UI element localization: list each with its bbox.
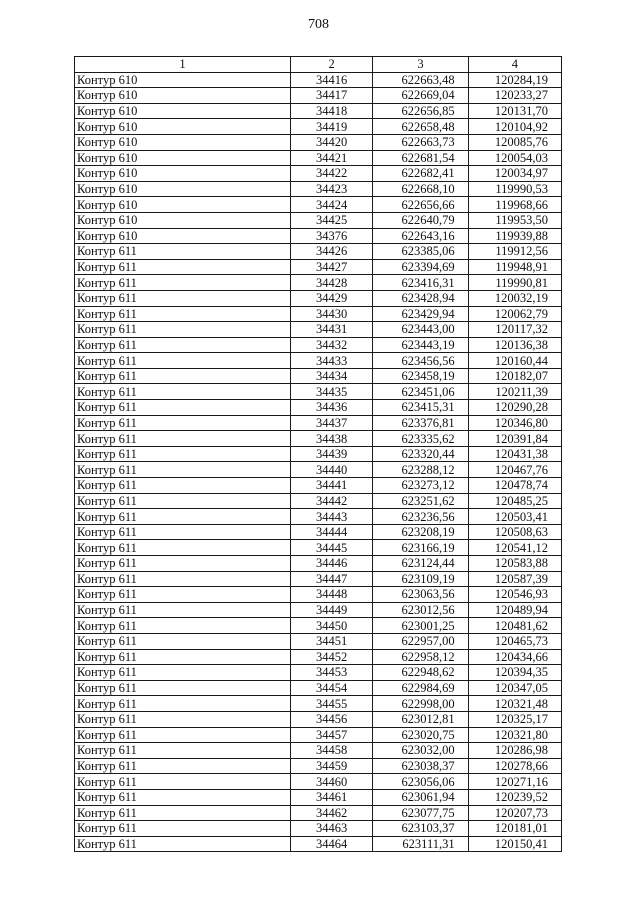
table-row [75, 836, 562, 852]
table-row [75, 244, 562, 260]
point-number-cell: 34453 [291, 665, 373, 681]
x-coordinate-cell: 623429,94 [373, 306, 468, 322]
table-row [75, 649, 562, 665]
point-number-cell: 34451 [291, 633, 373, 649]
y-coordinate-cell: 120239,52 [468, 789, 561, 805]
contour-name-cell: Контур 610 [75, 88, 291, 104]
table-row [75, 618, 562, 634]
point-number-cell: 34376 [291, 228, 373, 244]
x-coordinate-cell: 623038,37 [373, 758, 468, 774]
y-coordinate-cell: 120478,74 [468, 478, 561, 494]
table-row [75, 166, 562, 182]
contour-name-cell: Контур 611 [75, 368, 291, 384]
table-row [75, 275, 562, 291]
x-coordinate-cell: 623012,81 [373, 711, 468, 727]
contour-name-cell: Контур 611 [75, 493, 291, 509]
contour-name-cell: Контур 611 [75, 743, 291, 759]
contour-name-cell: Контур 611 [75, 618, 291, 634]
y-coordinate-cell: 120394,35 [468, 665, 561, 681]
point-number-cell: 34428 [291, 275, 373, 291]
y-coordinate-cell: 119968,66 [468, 197, 561, 213]
contour-name-cell: Контур 611 [75, 462, 291, 478]
x-coordinate-cell: 623001,25 [373, 618, 468, 634]
column-header-1: 1 [75, 57, 291, 73]
point-number-cell: 34431 [291, 322, 373, 338]
table-row [75, 805, 562, 821]
contour-name-cell: Контур 611 [75, 571, 291, 587]
contour-name-cell: Контур 611 [75, 400, 291, 416]
point-number-cell: 34456 [291, 711, 373, 727]
x-coordinate-cell: 623376,81 [373, 415, 468, 431]
point-number-cell: 34420 [291, 134, 373, 150]
contour-name-cell: Контур 611 [75, 602, 291, 618]
point-number-cell: 34452 [291, 649, 373, 665]
y-coordinate-cell: 120062,79 [468, 306, 561, 322]
point-number-cell: 34440 [291, 462, 373, 478]
x-coordinate-cell: 622681,54 [373, 150, 468, 166]
column-header-2: 2 [291, 57, 373, 73]
point-number-cell: 34435 [291, 384, 373, 400]
point-number-cell: 34426 [291, 244, 373, 260]
table-row [75, 72, 562, 88]
point-number-cell: 34448 [291, 587, 373, 603]
y-coordinate-cell: 120182,07 [468, 368, 561, 384]
contour-name-cell: Контур 610 [75, 103, 291, 119]
contour-name-cell: Контур 611 [75, 353, 291, 369]
point-number-cell: 34424 [291, 197, 373, 213]
point-number-cell: 34463 [291, 821, 373, 837]
x-coordinate-cell: 623451,06 [373, 384, 468, 400]
table-row [75, 462, 562, 478]
table-row [75, 228, 562, 244]
table-row [75, 446, 562, 462]
table-row [75, 789, 562, 805]
x-coordinate-cell: 623335,62 [373, 431, 468, 447]
y-coordinate-cell: 120489,94 [468, 602, 561, 618]
y-coordinate-cell: 120034,97 [468, 166, 561, 182]
table-row [75, 259, 562, 275]
x-coordinate-cell: 623385,06 [373, 244, 468, 260]
table-row [75, 509, 562, 525]
point-number-cell: 34427 [291, 259, 373, 275]
y-coordinate-cell: 120431,38 [468, 446, 561, 462]
y-coordinate-cell: 120583,88 [468, 556, 561, 572]
contour-name-cell: Контур 610 [75, 150, 291, 166]
contour-name-cell: Контур 611 [75, 384, 291, 400]
contour-name-cell: Контур 611 [75, 275, 291, 291]
y-coordinate-cell: 120271,16 [468, 774, 561, 790]
point-number-cell: 34449 [291, 602, 373, 618]
x-coordinate-cell: 623166,19 [373, 540, 468, 556]
x-coordinate-cell: 623273,12 [373, 478, 468, 494]
x-coordinate-cell: 622948,62 [373, 665, 468, 681]
point-number-cell: 34462 [291, 805, 373, 821]
contour-name-cell: Контур 611 [75, 306, 291, 322]
contour-name-cell: Контур 611 [75, 805, 291, 821]
point-number-cell: 34434 [291, 368, 373, 384]
table-row [75, 743, 562, 759]
y-coordinate-cell: 120485,25 [468, 493, 561, 509]
table-row [75, 478, 562, 494]
y-coordinate-cell: 120032,19 [468, 290, 561, 306]
point-number-cell: 34421 [291, 150, 373, 166]
table-row [75, 197, 562, 213]
y-coordinate-cell: 119990,81 [468, 275, 561, 291]
contour-name-cell: Контур 611 [75, 244, 291, 260]
point-number-cell: 34455 [291, 696, 373, 712]
x-coordinate-cell: 623111,31 [373, 836, 468, 852]
table-row [75, 103, 562, 119]
y-coordinate-cell: 120434,66 [468, 649, 561, 665]
contour-name-cell: Контур 611 [75, 665, 291, 681]
contour-name-cell: Контур 611 [75, 290, 291, 306]
contour-name-cell: Контур 611 [75, 680, 291, 696]
table-row [75, 400, 562, 416]
point-number-cell: 34445 [291, 540, 373, 556]
table-row [75, 665, 562, 681]
x-coordinate-cell: 622663,73 [373, 134, 468, 150]
x-coordinate-cell: 623443,00 [373, 322, 468, 338]
x-coordinate-cell: 623251,62 [373, 493, 468, 509]
y-coordinate-cell: 120181,01 [468, 821, 561, 837]
y-coordinate-cell: 120150,41 [468, 836, 561, 852]
point-number-cell: 34458 [291, 743, 373, 759]
contour-name-cell: Контур 611 [75, 446, 291, 462]
table-row [75, 337, 562, 353]
x-coordinate-cell: 622984,69 [373, 680, 468, 696]
contour-name-cell: Контур 611 [75, 821, 291, 837]
y-coordinate-cell: 120284,19 [468, 72, 561, 88]
y-coordinate-cell: 120054,03 [468, 150, 561, 166]
y-coordinate-cell: 120481,62 [468, 618, 561, 634]
contour-name-cell: Контур 611 [75, 337, 291, 353]
point-number-cell: 34443 [291, 509, 373, 525]
contour-name-cell: Контур 611 [75, 556, 291, 572]
y-coordinate-cell: 120346,80 [468, 415, 561, 431]
contour-name-cell: Контур 611 [75, 431, 291, 447]
table-row [75, 602, 562, 618]
y-coordinate-cell: 119939,88 [468, 228, 561, 244]
table-row [75, 696, 562, 712]
x-coordinate-cell: 623077,75 [373, 805, 468, 821]
x-coordinate-cell: 623056,06 [373, 774, 468, 790]
x-coordinate-cell: 623020,75 [373, 727, 468, 743]
y-coordinate-cell: 119953,50 [468, 212, 561, 228]
contour-name-cell: Контур 611 [75, 727, 291, 743]
column-header-4: 4 [468, 57, 561, 73]
y-coordinate-cell: 120321,48 [468, 696, 561, 712]
x-coordinate-cell: 623012,56 [373, 602, 468, 618]
x-coordinate-cell: 623428,94 [373, 290, 468, 306]
table-row [75, 181, 562, 197]
x-coordinate-cell: 623456,56 [373, 353, 468, 369]
contour-name-cell: Контур 610 [75, 228, 291, 244]
contour-name-cell: Контур 611 [75, 524, 291, 540]
point-number-cell: 34464 [291, 836, 373, 852]
contour-name-cell: Контур 611 [75, 696, 291, 712]
contour-name-cell: Контур 611 [75, 774, 291, 790]
x-coordinate-cell: 623288,12 [373, 462, 468, 478]
contour-name-cell: Контур 611 [75, 633, 291, 649]
x-coordinate-cell: 622998,00 [373, 696, 468, 712]
y-coordinate-cell: 120131,70 [468, 103, 561, 119]
table-row [75, 322, 562, 338]
contour-name-cell: Контур 610 [75, 166, 291, 182]
point-number-cell: 34423 [291, 181, 373, 197]
contour-name-cell: Контур 611 [75, 711, 291, 727]
x-coordinate-cell: 623236,56 [373, 509, 468, 525]
y-coordinate-cell: 120160,44 [468, 353, 561, 369]
table-row [75, 493, 562, 509]
page-number: 708 [308, 17, 329, 32]
contour-name-cell: Контур 611 [75, 259, 291, 275]
table-row [75, 711, 562, 727]
y-coordinate-cell: 120465,73 [468, 633, 561, 649]
y-coordinate-cell: 120278,66 [468, 758, 561, 774]
table-row [75, 633, 562, 649]
x-coordinate-cell: 622640,79 [373, 212, 468, 228]
contour-name-cell: Контур 611 [75, 649, 291, 665]
y-coordinate-cell: 120211,39 [468, 384, 561, 400]
y-coordinate-cell: 120467,76 [468, 462, 561, 478]
x-coordinate-cell: 623394,69 [373, 259, 468, 275]
y-coordinate-cell: 120347,05 [468, 680, 561, 696]
point-number-cell: 34444 [291, 524, 373, 540]
table-row [75, 306, 562, 322]
contour-name-cell: Контур 611 [75, 322, 291, 338]
contour-name-cell: Контур 611 [75, 509, 291, 525]
table-row [75, 571, 562, 587]
x-coordinate-cell: 622957,00 [373, 633, 468, 649]
table-row [75, 587, 562, 603]
table-row [75, 384, 562, 400]
x-coordinate-cell: 622643,16 [373, 228, 468, 244]
contour-name-cell: Контур 611 [75, 758, 291, 774]
y-coordinate-cell: 120503,41 [468, 509, 561, 525]
table-row [75, 556, 562, 572]
contour-name-cell: Контур 611 [75, 540, 291, 556]
point-number-cell: 34417 [291, 88, 373, 104]
contour-name-cell: Контур 610 [75, 134, 291, 150]
point-number-cell: 34446 [291, 556, 373, 572]
x-coordinate-cell: 623109,19 [373, 571, 468, 587]
y-coordinate-cell: 120541,12 [468, 540, 561, 556]
contour-name-cell: Контур 610 [75, 197, 291, 213]
table-row [75, 758, 562, 774]
point-number-cell: 34459 [291, 758, 373, 774]
x-coordinate-cell: 622663,48 [373, 72, 468, 88]
table-header-row [75, 57, 562, 73]
point-number-cell: 34429 [291, 290, 373, 306]
y-coordinate-cell: 120233,27 [468, 88, 561, 104]
contour-name-cell: Контур 610 [75, 72, 291, 88]
y-coordinate-cell: 120117,32 [468, 322, 561, 338]
contour-name-cell: Контур 610 [75, 119, 291, 135]
x-coordinate-cell: 622656,85 [373, 103, 468, 119]
x-coordinate-cell: 622668,10 [373, 181, 468, 197]
x-coordinate-cell: 623458,19 [373, 368, 468, 384]
table-row [75, 680, 562, 696]
x-coordinate-cell: 622958,12 [373, 649, 468, 665]
point-number-cell: 34422 [291, 166, 373, 182]
y-coordinate-cell: 120286,98 [468, 743, 561, 759]
table-row [75, 88, 562, 104]
y-coordinate-cell: 120290,28 [468, 400, 561, 416]
x-coordinate-cell: 623208,19 [373, 524, 468, 540]
table-row [75, 431, 562, 447]
x-coordinate-cell: 623320,44 [373, 446, 468, 462]
y-coordinate-cell: 120391,84 [468, 431, 561, 447]
table-row [75, 368, 562, 384]
y-coordinate-cell: 120508,63 [468, 524, 561, 540]
y-coordinate-cell: 119990,53 [468, 181, 561, 197]
y-coordinate-cell: 120546,93 [468, 587, 561, 603]
contour-name-cell: Контур 611 [75, 587, 291, 603]
x-coordinate-cell: 622669,04 [373, 88, 468, 104]
point-number-cell: 34430 [291, 306, 373, 322]
y-coordinate-cell: 120085,76 [468, 134, 561, 150]
point-number-cell: 34416 [291, 72, 373, 88]
point-number-cell: 34438 [291, 431, 373, 447]
point-number-cell: 34460 [291, 774, 373, 790]
contour-name-cell: Контур 611 [75, 478, 291, 494]
point-number-cell: 34447 [291, 571, 373, 587]
table-row [75, 134, 562, 150]
table-row [75, 119, 562, 135]
table-row [75, 540, 562, 556]
x-coordinate-cell: 623063,56 [373, 587, 468, 603]
x-coordinate-cell: 623103,37 [373, 821, 468, 837]
table-row [75, 290, 562, 306]
point-number-cell: 34432 [291, 337, 373, 353]
table-body [75, 72, 562, 852]
y-coordinate-cell: 119948,91 [468, 259, 561, 275]
x-coordinate-cell: 622682,41 [373, 166, 468, 182]
point-number-cell: 34418 [291, 103, 373, 119]
point-number-cell: 34442 [291, 493, 373, 509]
table-row [75, 774, 562, 790]
y-coordinate-cell: 120104,92 [468, 119, 561, 135]
x-coordinate-cell: 623061,94 [373, 789, 468, 805]
contour-name-cell: Контур 611 [75, 789, 291, 805]
y-coordinate-cell: 120321,80 [468, 727, 561, 743]
point-number-cell: 34461 [291, 789, 373, 805]
y-coordinate-cell: 120207,73 [468, 805, 561, 821]
table-row [75, 727, 562, 743]
column-header-3: 3 [373, 57, 468, 73]
point-number-cell: 34457 [291, 727, 373, 743]
table-row [75, 150, 562, 166]
x-coordinate-cell: 623124,44 [373, 556, 468, 572]
x-coordinate-cell: 623415,31 [373, 400, 468, 416]
point-number-cell: 34441 [291, 478, 373, 494]
point-number-cell: 34436 [291, 400, 373, 416]
x-coordinate-cell: 623416,31 [373, 275, 468, 291]
point-number-cell: 34437 [291, 415, 373, 431]
x-coordinate-cell: 623032,00 [373, 743, 468, 759]
y-coordinate-cell: 120325,17 [468, 711, 561, 727]
y-coordinate-cell: 120136,38 [468, 337, 561, 353]
x-coordinate-cell: 622656,66 [373, 197, 468, 213]
point-number-cell: 34419 [291, 119, 373, 135]
y-coordinate-cell: 119912,56 [468, 244, 561, 260]
table-row [75, 415, 562, 431]
contour-name-cell: Контур 610 [75, 212, 291, 228]
coordinates-table [74, 56, 562, 852]
table-row [75, 212, 562, 228]
table-row [75, 821, 562, 837]
point-number-cell: 34433 [291, 353, 373, 369]
y-coordinate-cell: 120587,39 [468, 571, 561, 587]
point-number-cell: 34450 [291, 618, 373, 634]
x-coordinate-cell: 623443,19 [373, 337, 468, 353]
point-number-cell: 34439 [291, 446, 373, 462]
table-row [75, 353, 562, 369]
contour-name-cell: Контур 611 [75, 836, 291, 852]
table-row [75, 524, 562, 540]
point-number-cell: 34425 [291, 212, 373, 228]
contour-name-cell: Контур 610 [75, 181, 291, 197]
contour-name-cell: Контур 611 [75, 415, 291, 431]
x-coordinate-cell: 622658,48 [373, 119, 468, 135]
point-number-cell: 34454 [291, 680, 373, 696]
